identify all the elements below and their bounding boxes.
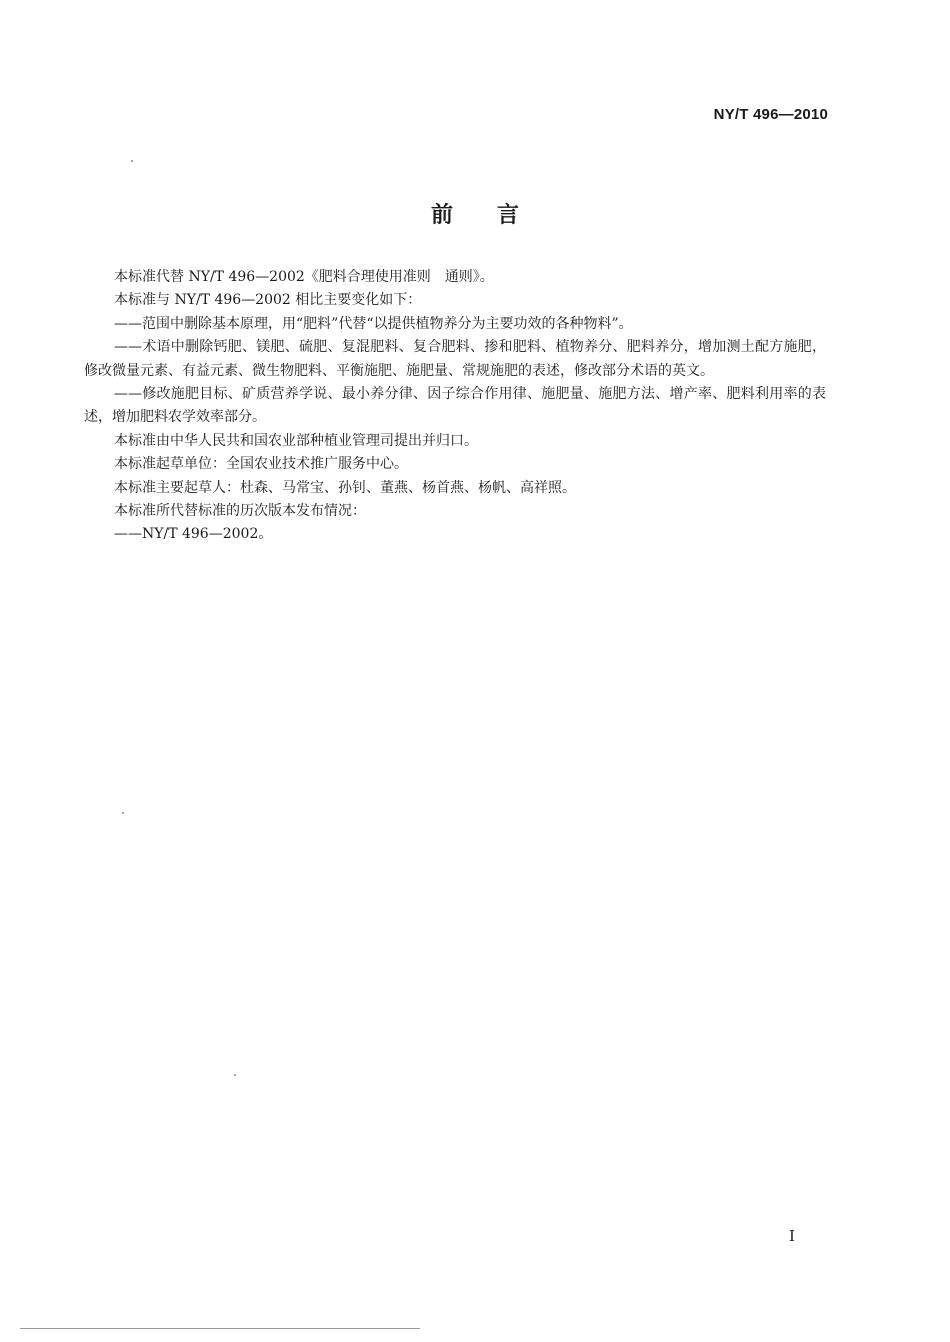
page-number: I xyxy=(789,1227,795,1245)
paragraph-drafting-unit: 本标准起草单位：全国农业技术推广服务中心。 xyxy=(114,456,408,473)
paragraph-changes-intro: 本标准与 NY/T 496—2002 相比主要变化如下： xyxy=(114,292,422,309)
foreword-body xyxy=(84,266,826,547)
paragraph-change-scope: ——范围中删除基本原理，用“肥料”代替“以提供植物养分为主要功效的各种物料”。 xyxy=(114,315,633,332)
paragraph-history-item: ——NY/T 496—2002。 xyxy=(114,526,273,543)
paragraph-proposer: 本标准由中华人民共和国农业部种植业管理司提出并归口。 xyxy=(114,432,478,449)
scan-speck xyxy=(122,812,124,814)
scan-edge-line xyxy=(20,1328,420,1329)
page-title: 前言 xyxy=(430,203,563,228)
paragraph-drafters: 本标准主要起草人：杜森、马常宝、孙钊、董燕、杨首燕、杨帆、高祥照。 xyxy=(114,479,576,496)
paragraph-change-terms: ——术语中删除钙肥、镁肥、硫肥、复混肥料、复合肥料、掺和肥料、植物养分、肥料养分，增加测土配方施肥，修改微量元素、有益元素、微生物肥料、平衡施肥、施肥量、常规施肥的表述，修改部分术语的英文。 xyxy=(84,339,826,379)
standard-code: NY/T 496—2010 xyxy=(713,106,828,123)
paragraph-change-principles: ——修改施肥目标、矿质营养学说、最小养分律、因子综合作用律、施肥量、施肥方法、增产率、肥料利用率的表述，增加肥料农学效率部分。 xyxy=(84,386,826,426)
scan-speck xyxy=(234,1074,236,1076)
paragraph-history-intro: 本标准所代替标准的历次版本发布情况： xyxy=(114,503,366,520)
scan-speck xyxy=(131,160,133,162)
paragraph-replaces: 本标准代替 NY/T 496—2002《肥料合理使用准则 通则》。 xyxy=(114,269,494,285)
